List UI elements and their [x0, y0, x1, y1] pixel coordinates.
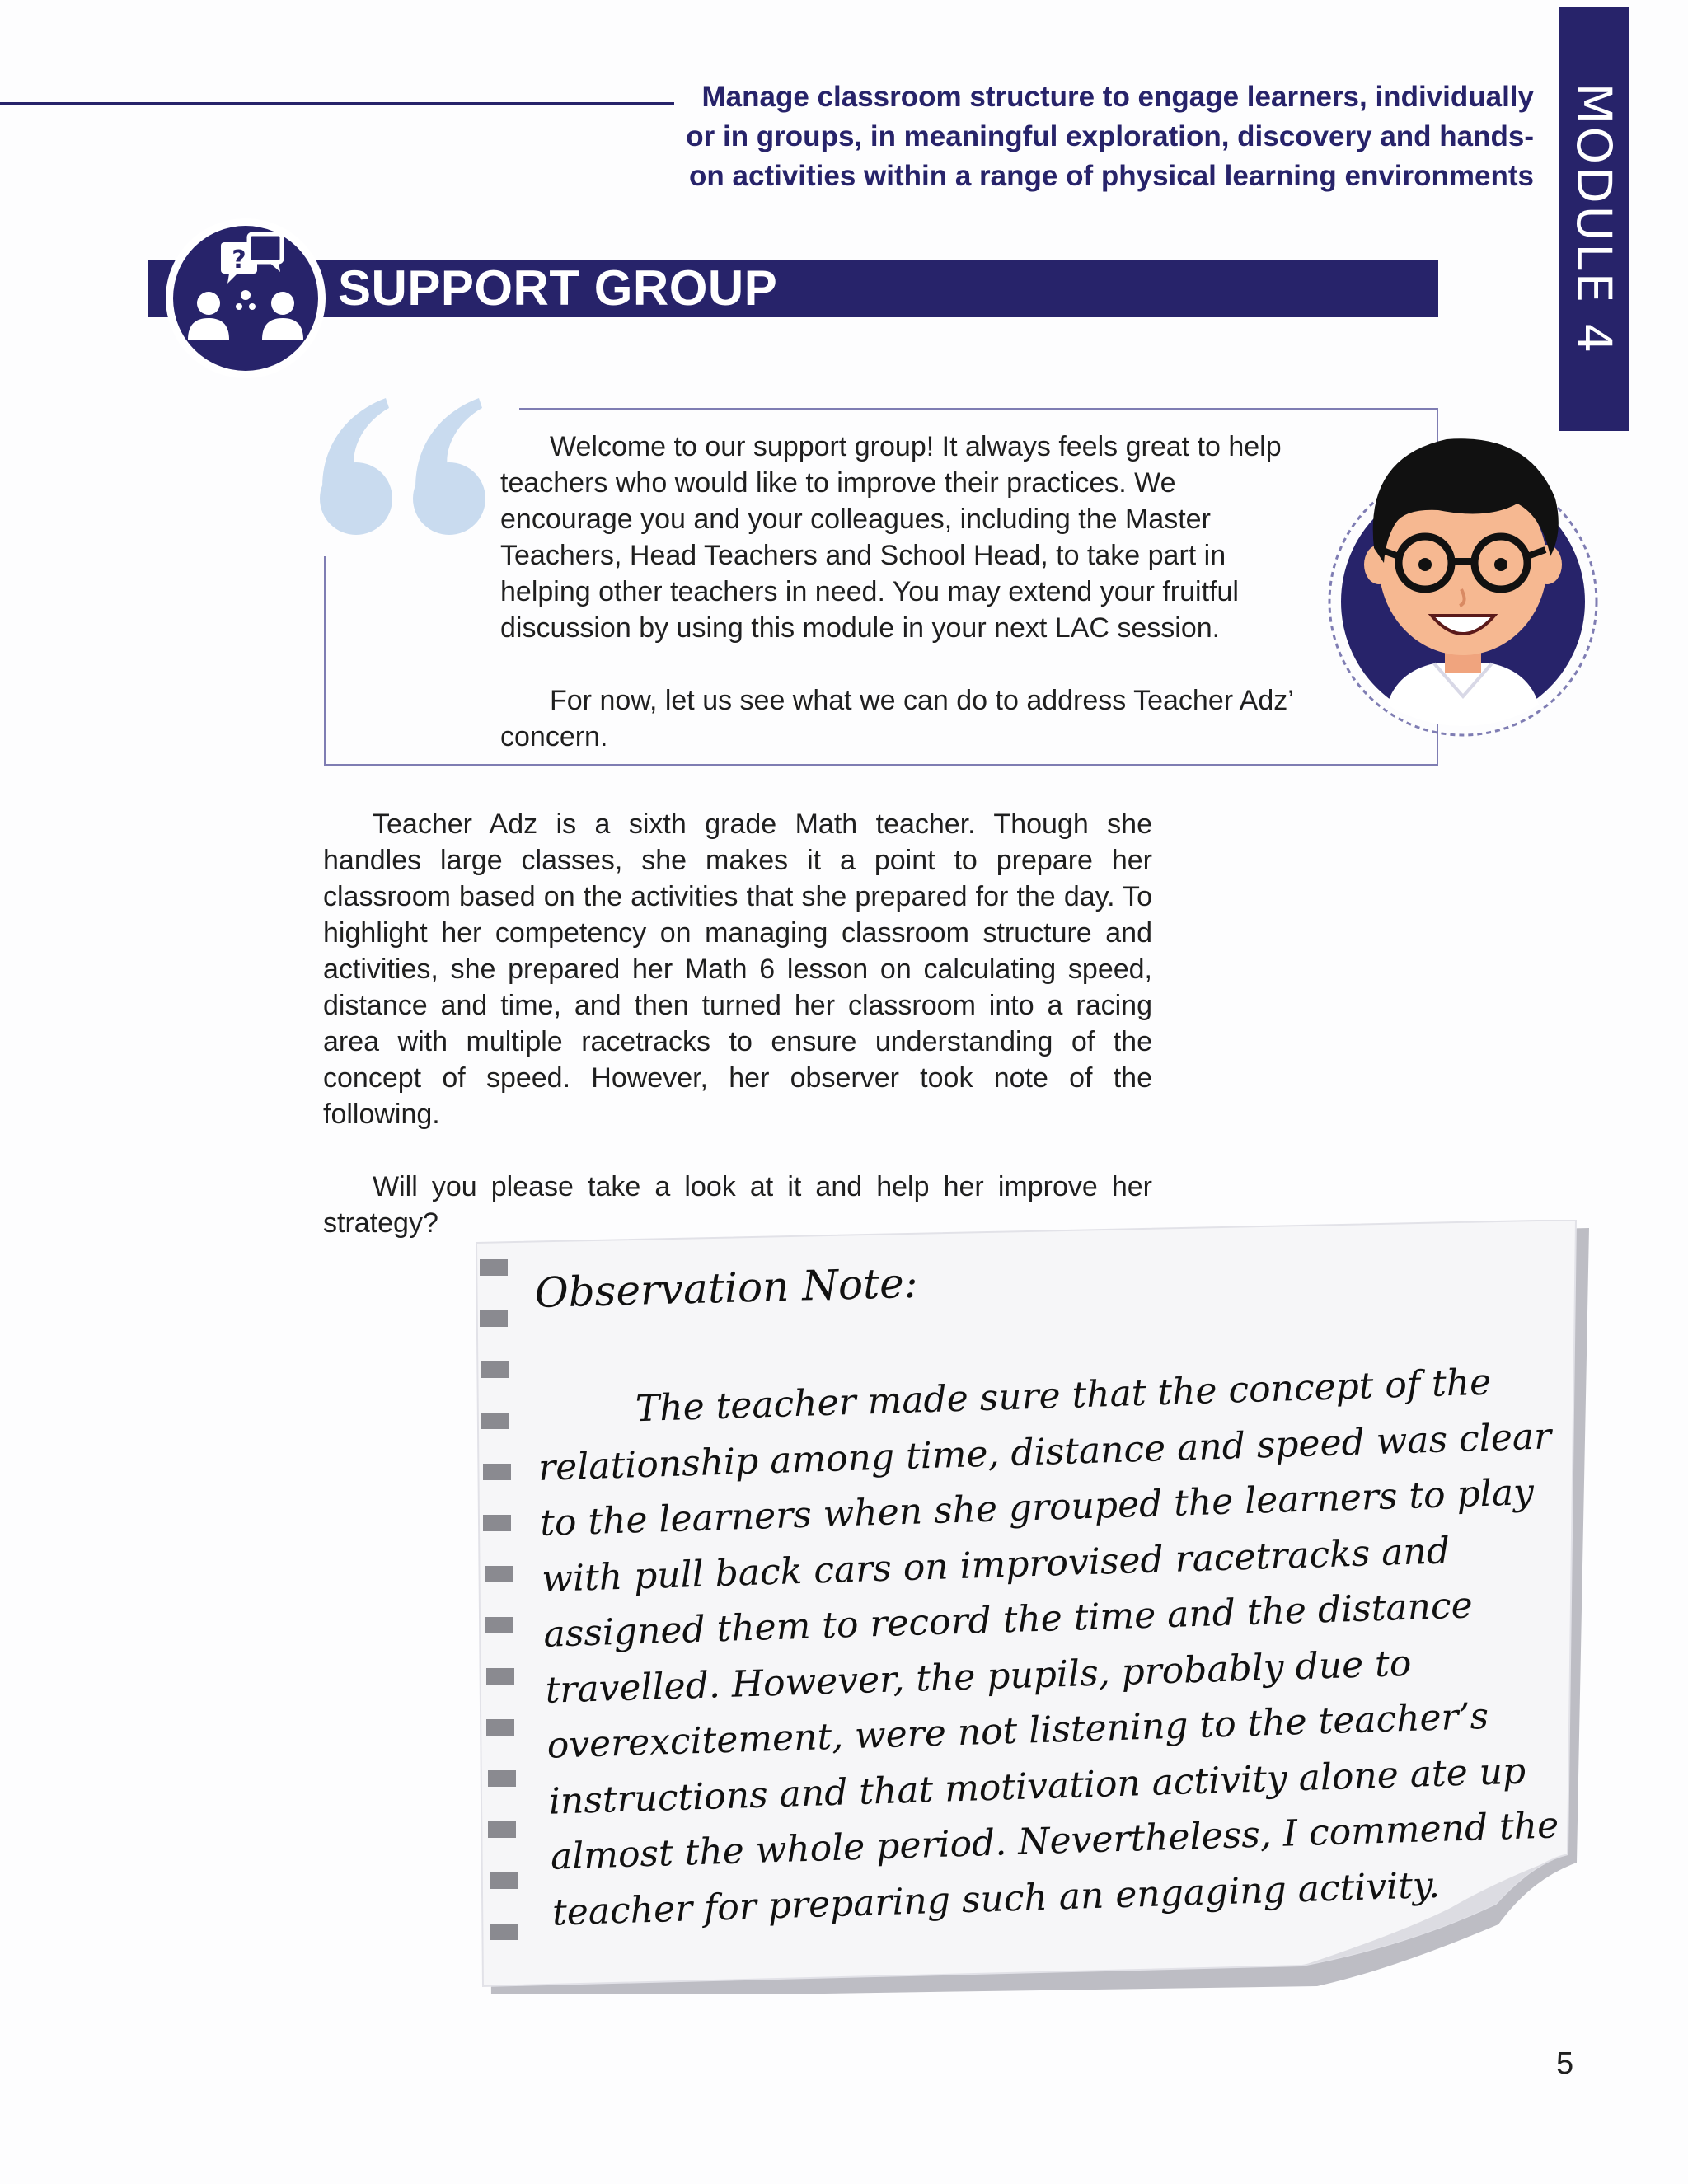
module-tab	[1559, 7, 1629, 431]
page-number: 5	[1556, 2046, 1574, 2081]
quote-mark-icon	[305, 375, 519, 556]
welcome-paragraph: Welcome to our support group! It always feels great to help teachers who would like to improve their practices. We encourage you and your colleagues, including the Master Teachers, Head Teachers and School Head, to take part in helping other teachers in need. You may extend your fruitful discussion by using this module in your next LAC session.	[500, 431, 1282, 644]
svg-text:?: ?	[232, 246, 246, 274]
welcome-text	[500, 429, 1300, 755]
observation-note-text: The teacher made sure that the concept of the relationship among time, distance and speed was clear to the learners when she grouped the learners to play with pull back cars on improvised racetracks and assigned them to record the time and the distance travelled. However, the pupils, probably due to overexcitement, were not listening to the teacher’s instructions and that motivation activity alone ate up almost the whole period. Nevertheless, I commend the teacher for preparing such an engaging activity.	[537, 1361, 1559, 1934]
observation-note-title: Observation Note:	[534, 1258, 919, 1317]
body-paragraph: Will you please take a look at it and help her improve her strategy?	[323, 1171, 1152, 1239]
welcome-paragraph: For now, let us see what we can do to address Teacher Adz’ concern.	[500, 685, 1293, 752]
header-rule	[0, 102, 674, 105]
observation-note-body	[536, 1352, 1567, 1940]
teacher-avatar	[1323, 424, 1603, 738]
section-title: SUPPORT GROUP	[338, 260, 778, 316]
module-objective: Manage classroom structure to engage learners, individually or in groups, in meaningful exploration, discovery and hands-on activities within a range of physical learning environments	[686, 81, 1534, 192]
support-group-icon	[163, 216, 328, 381]
body-paragraph: Teacher Adz is a sixth grade Math teacher. Though she handles large classes, she makes it a point to prepare her classroom based on the activities that she prepared for the day. To highlight her competency on managing classroom structure and activities, she prepared her Math 6 lesson on calculating speed, distance and time, and then turned her classroom into a racing area with multiple racetracks to ensure understanding of the concept of speed. However, her observer took note of the following.	[323, 808, 1152, 1130]
case-description	[323, 806, 1152, 1241]
module-tab-label: MODULE 4	[1566, 82, 1622, 356]
